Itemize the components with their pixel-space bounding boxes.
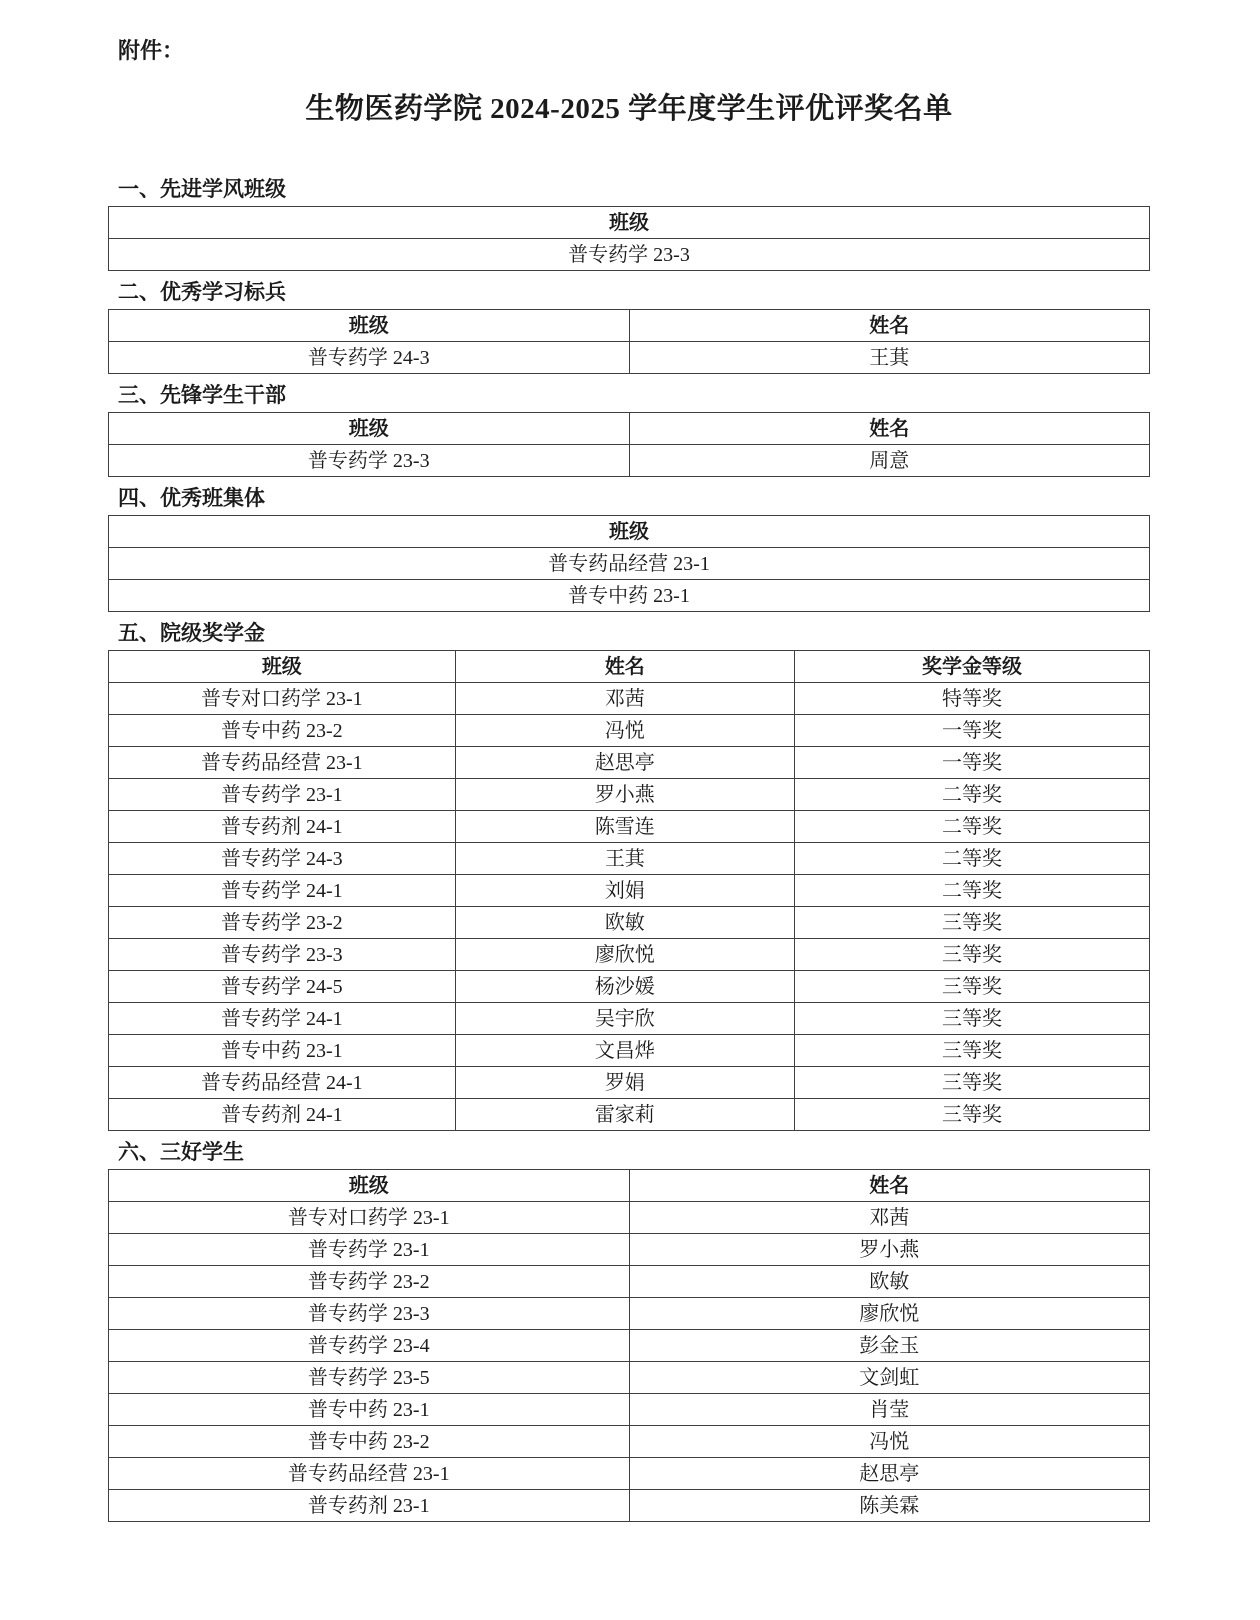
section-5 bbox=[108, 620, 1150, 1131]
table-cell: 普专对口药学 23-1 bbox=[109, 1202, 630, 1234]
column-header: 奖学金等级 bbox=[795, 651, 1150, 683]
table-cell: 吴宇欣 bbox=[455, 1003, 794, 1035]
table-cell: 普专药学 23-3 bbox=[109, 445, 630, 477]
table-row bbox=[109, 1330, 1150, 1362]
header-row bbox=[109, 1170, 1150, 1202]
table-cell: 冯悦 bbox=[455, 715, 794, 747]
table-cell: 廖欣悦 bbox=[455, 939, 794, 971]
table-cell: 冯悦 bbox=[629, 1426, 1150, 1458]
table-cell: 普专药学 23-2 bbox=[109, 907, 456, 939]
table-cell: 普专中药 23-2 bbox=[109, 715, 456, 747]
table-cell: 三等奖 bbox=[795, 1035, 1150, 1067]
column-header: 班级 bbox=[109, 413, 630, 445]
column-header: 班级 bbox=[109, 1170, 630, 1202]
table-row bbox=[109, 1490, 1150, 1522]
section-heading: 六、三好学生 bbox=[118, 1141, 244, 1164]
table-row bbox=[109, 811, 1150, 843]
table-cell: 普专药学 24-3 bbox=[109, 342, 630, 374]
column-header: 姓名 bbox=[629, 1170, 1150, 1202]
header-row bbox=[109, 310, 1150, 342]
table-row bbox=[109, 1202, 1150, 1234]
table-row bbox=[109, 445, 1150, 477]
section-heading: 五、院级奖学金 bbox=[118, 622, 265, 645]
table-row bbox=[109, 939, 1150, 971]
table-cell: 普专中药 23-1 bbox=[109, 1394, 630, 1426]
table-cell: 普专药品经营 24-1 bbox=[109, 1067, 456, 1099]
header-row bbox=[109, 207, 1150, 239]
section-heading: 三、先锋学生干部 bbox=[118, 384, 286, 407]
table-cell: 二等奖 bbox=[795, 811, 1150, 843]
table-row bbox=[109, 342, 1150, 374]
column-header: 班级 bbox=[109, 310, 630, 342]
table-cell: 邓茜 bbox=[455, 683, 794, 715]
section-heading: 一、先进学风班级 bbox=[118, 178, 286, 201]
table-row bbox=[109, 971, 1150, 1003]
table-row bbox=[109, 1003, 1150, 1035]
award-table bbox=[108, 412, 1150, 477]
column-header: 班级 bbox=[109, 516, 1150, 548]
section-6 bbox=[108, 1139, 1150, 1522]
table-cell: 普专中药 23-1 bbox=[109, 580, 1150, 612]
table-row bbox=[109, 1266, 1150, 1298]
table-cell: 普专药学 23-5 bbox=[109, 1362, 630, 1394]
table-row bbox=[109, 1035, 1150, 1067]
table-row bbox=[109, 1099, 1150, 1131]
header-row bbox=[109, 413, 1150, 445]
table-row bbox=[109, 747, 1150, 779]
table-cell: 普专药品经营 23-1 bbox=[109, 747, 456, 779]
table-cell: 二等奖 bbox=[795, 779, 1150, 811]
table-cell: 二等奖 bbox=[795, 843, 1150, 875]
table-cell: 普专药品经营 23-1 bbox=[109, 548, 1150, 580]
page-title: 生物医药学院 2024-2025 学年度学生评优评奖名单 bbox=[305, 93, 953, 125]
table-cell: 普专药学 23-2 bbox=[109, 1266, 630, 1298]
award-table bbox=[108, 650, 1150, 1131]
table-row bbox=[109, 239, 1150, 271]
table-row bbox=[109, 1458, 1150, 1490]
table-cell: 罗小燕 bbox=[629, 1234, 1150, 1266]
table-cell: 周意 bbox=[629, 445, 1150, 477]
table-row bbox=[109, 1394, 1150, 1426]
table-cell: 二等奖 bbox=[795, 875, 1150, 907]
table-cell: 普专药学 24-3 bbox=[109, 843, 456, 875]
table-cell: 彭金玉 bbox=[629, 1330, 1150, 1362]
attachment-label: 附件： bbox=[118, 38, 185, 63]
column-header: 班级 bbox=[109, 651, 456, 683]
table-row bbox=[109, 1426, 1150, 1458]
table-cell: 文剑虹 bbox=[629, 1362, 1150, 1394]
column-header: 姓名 bbox=[629, 413, 1150, 445]
table-row bbox=[109, 580, 1150, 612]
table-cell: 三等奖 bbox=[795, 939, 1150, 971]
award-table bbox=[108, 1169, 1150, 1522]
table-row bbox=[109, 715, 1150, 747]
section-2 bbox=[108, 279, 1150, 374]
table-cell: 普专药学 23-3 bbox=[109, 939, 456, 971]
award-table bbox=[108, 515, 1150, 612]
section-1 bbox=[108, 176, 1150, 271]
table-cell: 欧敏 bbox=[629, 1266, 1150, 1298]
table-cell: 普专中药 23-2 bbox=[109, 1426, 630, 1458]
table-cell: 罗小燕 bbox=[455, 779, 794, 811]
table-cell: 普专对口药学 23-1 bbox=[109, 683, 456, 715]
table-cell: 普专药剂 24-1 bbox=[109, 811, 456, 843]
award-table bbox=[108, 206, 1150, 271]
table-row bbox=[109, 683, 1150, 715]
table-cell: 三等奖 bbox=[795, 1067, 1150, 1099]
table-cell: 普专药学 24-1 bbox=[109, 1003, 456, 1035]
header-row bbox=[109, 516, 1150, 548]
table-row bbox=[109, 1067, 1150, 1099]
table-cell: 三等奖 bbox=[795, 1003, 1150, 1035]
table-cell: 王萁 bbox=[455, 843, 794, 875]
table-row bbox=[109, 1362, 1150, 1394]
section-3 bbox=[108, 382, 1150, 477]
table-cell: 赵思亭 bbox=[629, 1458, 1150, 1490]
table-cell: 欧敏 bbox=[455, 907, 794, 939]
table-cell: 三等奖 bbox=[795, 971, 1150, 1003]
table-cell: 普专药学 23-3 bbox=[109, 1298, 630, 1330]
table-cell: 刘娟 bbox=[455, 875, 794, 907]
table-cell: 杨沙媛 bbox=[455, 971, 794, 1003]
table-cell: 普专中药 23-1 bbox=[109, 1035, 456, 1067]
table-cell: 陈雪连 bbox=[455, 811, 794, 843]
table-cell: 普专药剂 24-1 bbox=[109, 1099, 456, 1131]
table-cell: 三等奖 bbox=[795, 1099, 1150, 1131]
section-heading: 四、优秀班集体 bbox=[118, 487, 265, 510]
table-cell: 文昌烨 bbox=[455, 1035, 794, 1067]
table-cell: 普专药学 23-1 bbox=[109, 779, 456, 811]
table-cell: 廖欣悦 bbox=[629, 1298, 1150, 1330]
table-cell: 普专药品经营 23-1 bbox=[109, 1458, 630, 1490]
table-row bbox=[109, 843, 1150, 875]
table-cell: 三等奖 bbox=[795, 907, 1150, 939]
award-table bbox=[108, 309, 1150, 374]
table-cell: 肖莹 bbox=[629, 1394, 1150, 1426]
table-cell: 普专药学 23-3 bbox=[109, 239, 1150, 271]
sections-container bbox=[108, 176, 1150, 1522]
section-heading: 二、优秀学习标兵 bbox=[118, 281, 286, 304]
table-cell: 雷家莉 bbox=[455, 1099, 794, 1131]
table-row bbox=[109, 779, 1150, 811]
table-row bbox=[109, 1234, 1150, 1266]
table-cell: 罗娟 bbox=[455, 1067, 794, 1099]
table-cell: 一等奖 bbox=[795, 747, 1150, 779]
table-cell: 邓茜 bbox=[629, 1202, 1150, 1234]
table-cell: 王萁 bbox=[629, 342, 1150, 374]
table-cell: 普专药学 23-4 bbox=[109, 1330, 630, 1362]
table-row bbox=[109, 907, 1150, 939]
column-header: 姓名 bbox=[629, 310, 1150, 342]
table-row bbox=[109, 875, 1150, 907]
table-cell: 普专药学 23-1 bbox=[109, 1234, 630, 1266]
column-header: 班级 bbox=[109, 207, 1150, 239]
table-cell: 普专药剂 23-1 bbox=[109, 1490, 630, 1522]
column-header: 姓名 bbox=[455, 651, 794, 683]
table-cell: 赵思亭 bbox=[455, 747, 794, 779]
section-4 bbox=[108, 485, 1150, 612]
table-cell: 普专药学 24-1 bbox=[109, 875, 456, 907]
table-cell: 一等奖 bbox=[795, 715, 1150, 747]
table-row bbox=[109, 548, 1150, 580]
table-cell: 陈美霖 bbox=[629, 1490, 1150, 1522]
table-cell: 普专药学 24-5 bbox=[109, 971, 456, 1003]
header-row bbox=[109, 651, 1150, 683]
table-cell: 特等奖 bbox=[795, 683, 1150, 715]
table-row bbox=[109, 1298, 1150, 1330]
